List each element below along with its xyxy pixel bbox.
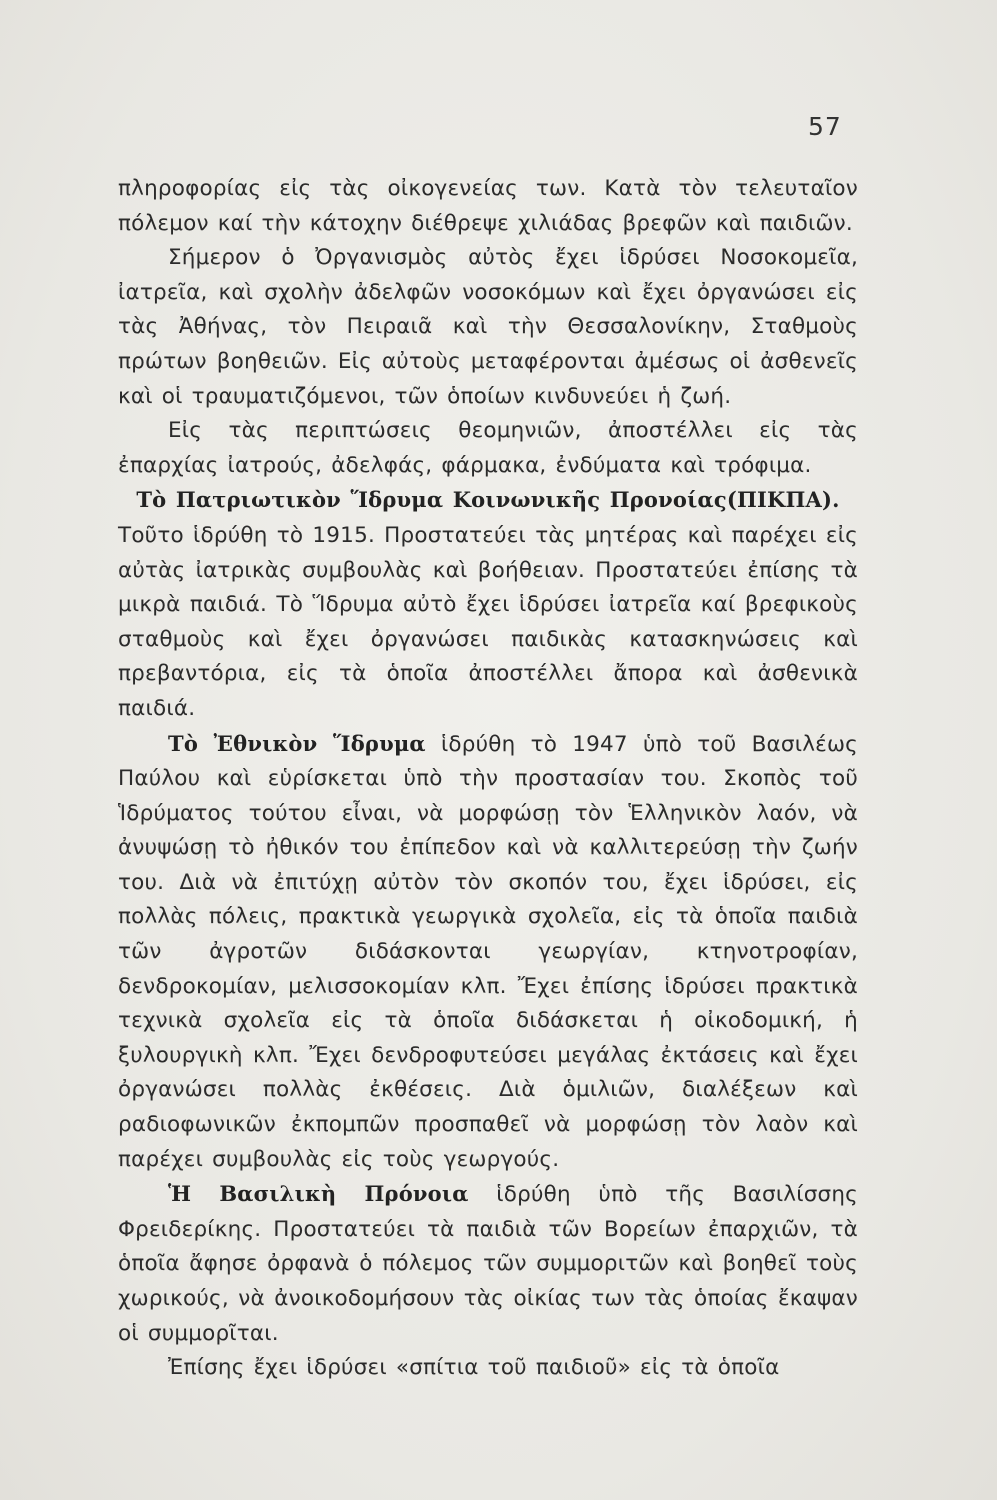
paragraph-3-text: Εἰς τὰς περιπτώσεις θεομηνιῶν, ἀποστέλλει εἰς τὰς ἐπαρχίας ἰατρούς, ἀδελφάς, φάρμακα, ἐνδύματα καὶ τρόφιμα. <box>118 418 858 478</box>
paragraph-pikpa-text: Τοῦτο ἱδρύθη τὸ 1915. Προστατεύει τὰς μητέρας καὶ παρέχει εἰς αὐτὰς ἰατρικὰς συμβουλὰς καὶ βοήθειαν. Προστατεύει ἐπίσης τὰ μικρὰ παιδιά. Τὸ Ἵδρυμα αὐτὸ ἔχει ἱδρύσει ἰατρεῖα καί βρεφικοὺς σταθμοὺς καὶ ἔχει ὀργανώσει παιδικὰς κατασκηνώσεις καὶ πρεβαντόρια, εἰς τὰ ὁποῖα ἀποστέλλει ἄπορα καὶ ἀσθενικὰ παιδιά. <box>118 522 858 721</box>
paragraph-ethnikon-text: ἱδρύθη τὸ 1947 ὑπὸ τοῦ Βασιλέως Παύλου καὶ εὑρίσκεται ὑπὸ τὴν προστασίαν του. Σκοπὸς τοῦ Ἱδρύματος τούτου εἶναι, νὰ μορφώσῃ τὸν Ἑλληνικὸν λαόν, νὰ ἀνυψώσῃ τὸ ἠθικόν του ἐπίπεδον καὶ νὰ καλλιτερεύσῃ τὴν ζωήν του. Διὰ νὰ ἐπιτύχῃ αὐτὸν τὸν σκοπόν του, ἔχει ἱδρύσει, εἰς πολλὰς πόλεις, πρακτικὰ γεωργικὰ σχολεῖα, εἰς τὰ ὁποῖα παιδιὰ τῶν ἀγροτῶν διδάσκονται γεωργίαν, κτηνοτροφίαν, δενδροκομίαν, μελισσοκομίαν κλπ. Ἔχει ἐπίσης ἱδρύσει πρακτικὰ τεχνικὰ σχολεῖα εἰς τὰ ὁποῖα διδάσκεται ἡ οἰκοδομική, ἡ ξυλουργικὴ κλπ. Ἔχει δενδροφυτεύσει μεγάλας ἐκτάσεις καὶ ἔχει ὀργανώσει πολλὰς ἐκθέσεις. Διὰ ὁμιλιῶν, διαλέξεων καὶ ραδιοφωνικῶν ἐκπομπῶν προσπαθεῖ νὰ μορφώσῃ τὸν λαὸν καὶ παρέχει συμβουλὰς εἰς τοὺς γεωργούς. <box>118 731 858 1172</box>
heading-vasiliki: Ἡ Βασιλικὴ Πρόνοια <box>168 1181 469 1207</box>
paragraph-vasiliki-text: ἱδρύθη ὑπὸ τῆς Βασιλίσσης Φρειδερίκης. Προστατεύει τὰ παιδιὰ τῶν Βορείων ἐπαρχιῶν, τὰ ὁποῖα ἄφησε ὀρφανὰ ὁ πόλεμος τῶν συμμοριτῶν καὶ βοηθεῖ τοὺς χωρικούς, νὰ ἀνοικοδομήσουν τὰς οἰκίας των τὰς ὁποίας ἔκαψαν οἱ συμμορῖται. <box>118 1182 858 1346</box>
paragraph-1 <box>118 172 858 241</box>
paragraph-vasiliki <box>118 1177 858 1351</box>
paragraph-last <box>118 1351 858 1386</box>
paragraph-3 <box>118 414 858 483</box>
paragraph-2-text: Σήμερον ὁ Ὀργανισμὸς αὐτὸς ἔχει ἱδρύσει Νοσοκομεῖα, ἰατρεῖα, καὶ σχολὴν ἀδελφῶν νοσοκόμων καὶ ἔχει ὀργανώσει εἰς τὰς Ἀθήνας, τὸν Πειραιᾶ καὶ τὴν Θεσσαλονίκην, Σταθμοὺς πρώτων βοηθειῶν. Εἰς αὐτοὺς μεταφέρονται ἀμέσως οἱ ἀσθενεῖς καὶ οἱ τραυματιζόμενοι, τῶν ὁποίων κινδυνεύει ἡ ζωή. <box>118 245 858 409</box>
section-heading-pikpa <box>118 483 858 519</box>
page-number: 57 <box>808 112 842 141</box>
paragraph-ethnikon <box>118 727 858 1178</box>
heading-pikpa: Τὸ Πατριωτικὸν Ἵδρυμα Κοινωνικῆς Προνοίας(ΠΙΚΠΑ). <box>136 487 840 513</box>
paragraph-last-text: Ἐπίσης ἔχει ἱδρύσει «σπίτια τοῦ παιδιοῦ» εἰς τὰ ὁποῖα <box>168 1355 780 1381</box>
heading-ethnikon: Τὸ Ἐθνικὸν Ἵδρυμα <box>168 730 426 756</box>
paragraph-1-text: πληροφορίας εἰς τὰς οἰκογενείας των. Κατὰ τὸν τελευταῖον πόλεμον καί τὴν κάτοχην διέθρεψε χιλιάδας βρεφῶν καὶ παιδιῶν. <box>118 176 858 236</box>
body-text <box>118 172 858 1386</box>
paragraph-pikpa <box>118 519 858 727</box>
paragraph-2 <box>118 241 858 414</box>
